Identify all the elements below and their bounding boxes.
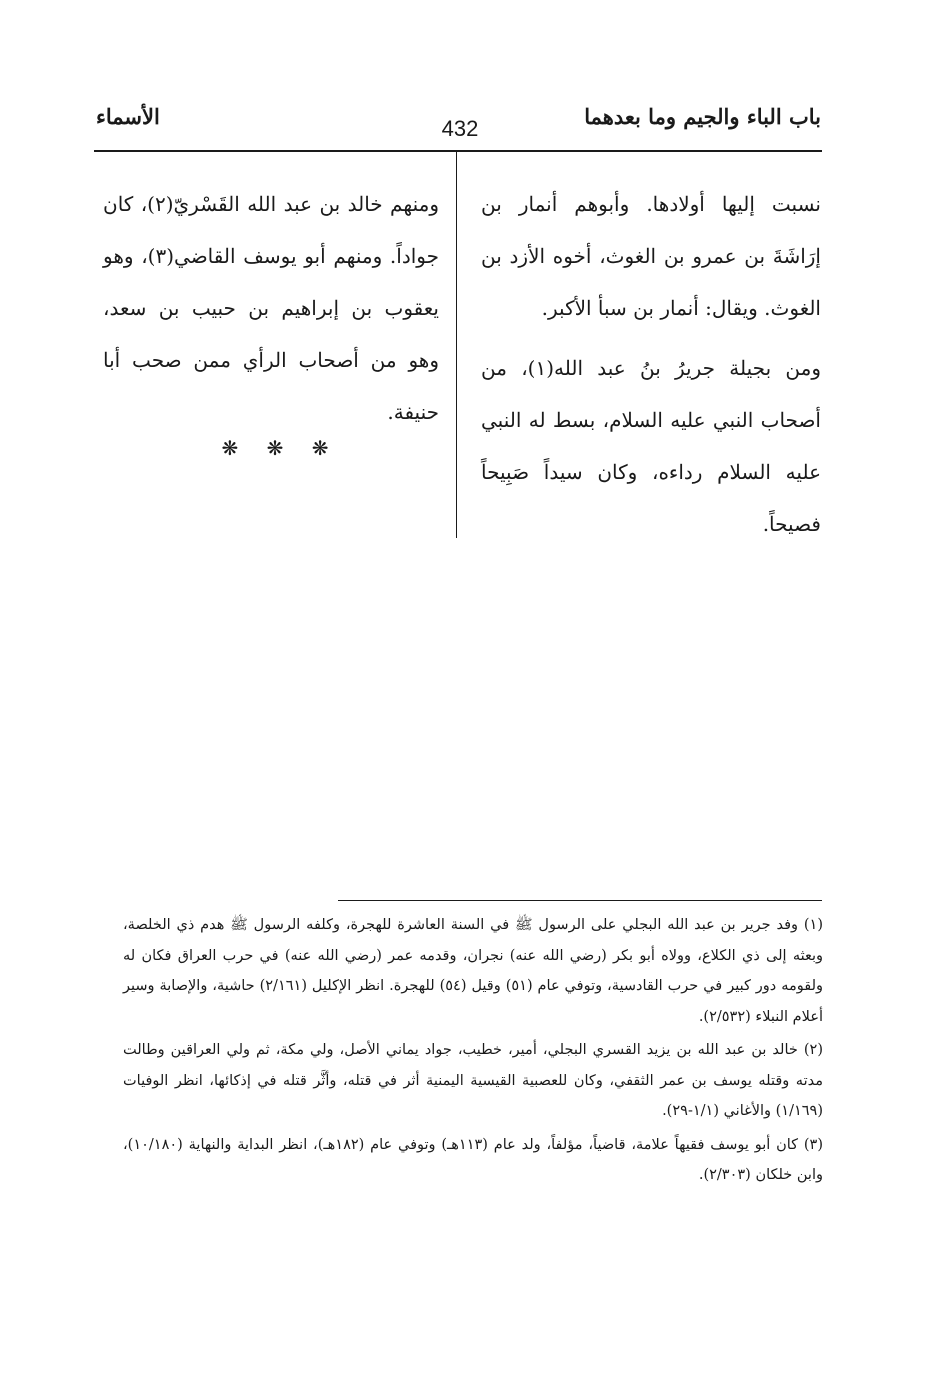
chapter-title: باب الباء والجيم وما بعدهما bbox=[584, 104, 821, 129]
footnotes bbox=[123, 910, 823, 1194]
right-column-paragraph-2: ومن بجيلة جريرُ بنُ عبد الله(١)، من أصحاب النبي عليه السلام، بسط له النبي عليه السلام رداءه، وكان سيداً صَبِيحاً فصيحاً. bbox=[481, 356, 821, 536]
section-title: الأسماء bbox=[96, 104, 160, 129]
footnote-1: (١) وفد جرير بن عبد الله البجلي على الرسول ﷺ في السنة العاشرة للهجرة، وكلفه الرسول ﷺ هدم ذي الخلصة، وبعثه إلى ذي الكلاع، وولاه أبو بكر (رضي الله عنه) نجران، وقدمه عمر (رضي الله عنه) في حرب العراق فكان له ولقومه دور كبير في حرب القادسية، وتوفي عام (٥١) وقيل (٥٤) للهجرة. انظر الإكليل (٢/١٦١) حاشية، والإصابة وسير أعلام النبلاء (٢/٥٣٢). bbox=[123, 917, 824, 1025]
right-column bbox=[481, 178, 821, 550]
section-end-ornaments: ❋ ❋ ❋ bbox=[221, 436, 329, 460]
column-divider bbox=[456, 152, 457, 538]
page-number: 432 bbox=[441, 116, 479, 141]
left-column bbox=[103, 178, 439, 438]
header-rule bbox=[94, 150, 822, 152]
left-column-paragraph-1: ومنهم خالد بن عبد الله القَسْريّ(٢)، كان جواداً. ومنهم أبو يوسف القاضي(٣)، وهو يعقوب بن إبراهيم بن حبيب بن سعد، وهو من أصحاب الرأي ممن صحب أبا حنيفة. bbox=[103, 192, 439, 424]
footnote-3: (٣) كان أبو يوسف فقيهاً علامة، قاضياً، مؤلفاً، ولد عام (١١٣هـ) وتوفي عام (١٨٢هـ)، انظر البداية والنهاية (١٠/١٨٠)، وابن خلكان (٢/٣٠٣). bbox=[123, 1136, 823, 1183]
footnote-rule bbox=[338, 900, 822, 901]
footnote-2: (٢) خالد بن عبد الله بن يزيد القسري البجلي، أمير، خطيب، جواد يماني الأصل، ولي مكة، ثم ولي العراقين وطالت مدته وقتله يوسف بن عمر الثقفي، وكان للعصبية القيسية اليمنية أثر في قتله، وأثَّر قتله في إذكائها، انظر الوفيات (١/١٦٩) والأغاني (١/١-٢٩). bbox=[123, 1042, 823, 1119]
right-column-paragraph-1: نسبت إليها أولادها. وأبوهم أنمار بن إرَاشَةَ بن عمرو بن الغوث، أخوه الأزد بن الغوث. ويقال: أنمار بن سبأ الأكبر. bbox=[481, 192, 821, 320]
